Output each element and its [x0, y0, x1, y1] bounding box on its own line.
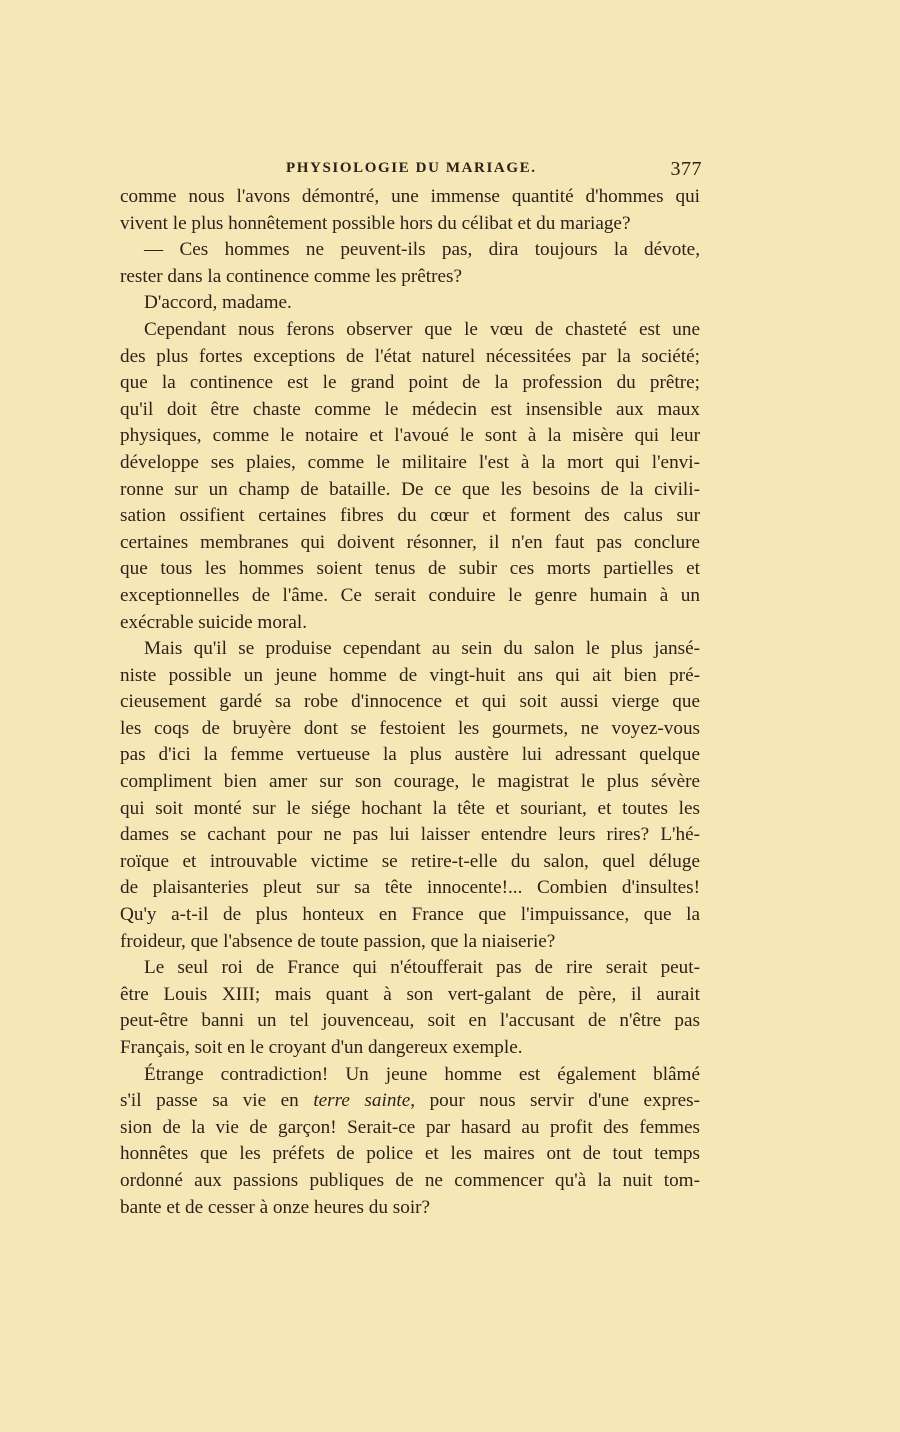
text-line: être Louis XIII; mais quant à son vert-galant de père, il aurait — [120, 983, 700, 1005]
text-line: exceptionnelles de l'âme. Ce serait conduire le genre humain à un — [120, 584, 700, 606]
text-line: — Ces hommes ne peuvent-ils pas, dira toujours la dévote, — [144, 239, 700, 261]
text-line: peut-être banni un tel jouvenceau, soit en l'accusant de n'être pas — [120, 1010, 700, 1032]
paragraph — [120, 290, 700, 317]
italic-text: terre sainte — [313, 1090, 411, 1112]
text-line: dames se cachant pour ne pas lui laisser entendre leurs rires? L'hé- — [120, 824, 700, 846]
text-line: des plus fortes exceptions de l'état naturel nécessitées par la société; — [120, 345, 700, 367]
text-line: que la continence est le grand point de la profession du prêtre; — [120, 372, 700, 394]
page-body-text — [120, 184, 700, 1221]
text-line: comme nous l'avons démontré, une immense quantité d'hommes qui — [120, 186, 700, 207]
page-number: 377 — [670, 158, 702, 180]
text-line: qui soit monté sur le siége hochant la tête et souriant, et toutes les — [120, 797, 700, 819]
text-line: froideur, que l'absence de toute passion, que la niaiserie? — [120, 930, 556, 952]
text-line: certaines membranes qui doivent résonner, il n'en faut pas conclure — [120, 531, 700, 553]
text-line: D'accord, madame. — [144, 292, 292, 314]
running-head-title: PHYSIOLOGIE DU MARIAGE. — [286, 160, 537, 176]
text-segment: s'il passe sa vie en — [120, 1090, 314, 1112]
text-line: niste possible un jeune homme de vingt-huit ans qui ait bien pré- — [120, 664, 700, 686]
text-line: sion de la vie de garçon! Serait-ce par hasard au profit des femmes — [120, 1116, 700, 1138]
text-line: ronne sur un champ de bataille. De ce que les besoins de la civili- — [120, 478, 700, 500]
text-line: Français, soit en le croyant d'un dangereux exemple. — [120, 1037, 523, 1058]
text-line: Mais qu'il se produise cependant au sein du salon le plus jansé- — [144, 638, 700, 660]
text-line: que tous les hommes soient tenus de subir ces morts partielles et — [120, 558, 700, 580]
text-line: pas d'ici la femme vertueuse la plus austère lui adressant quelque — [120, 744, 700, 766]
text-line: les coqs de bruyère dont se festoient les gourmets, ne voyez-vous — [120, 717, 700, 739]
text-line: développe ses plaies, comme le militaire l'est à la mort qui l'envi- — [120, 451, 700, 473]
text-line: ordonné aux passions publiques de ne commencer qu'à la nuit tom- — [120, 1169, 700, 1191]
paragraph — [120, 955, 700, 1061]
text-line: sation ossifient certaines fibres du cœur et forment des calus sur — [120, 505, 700, 527]
text-line: exécrable suicide moral. — [120, 611, 307, 633]
paragraph — [120, 237, 700, 290]
text-line — [120, 1088, 700, 1115]
text-line: vivent le plus honnêtement possible hors du célibat et du mariage? — [120, 212, 631, 234]
text-line: qu'il doit être chaste comme le médecin est insensible aux maux — [120, 398, 700, 420]
text-line: bante et de cesser à onze heures du soir? — [120, 1196, 431, 1218]
paragraph — [120, 184, 700, 237]
paragraph — [120, 1062, 700, 1222]
text-line: Cependant nous ferons observer que le vœu de chasteté est une — [144, 318, 700, 340]
text-line: honnêtes que les préfets de police et les maires ont de tout temps — [120, 1143, 700, 1165]
text-line: de plaisanteries pleut sur sa tête innocente!... Combien d'insultes! — [120, 877, 700, 899]
text-line: Qu'y a-t-il de plus honteux en France que l'impuissance, que la — [120, 904, 700, 926]
text-line: rester dans la continence comme les prêtres? — [120, 265, 463, 287]
text-line: roïque et introuvable victime se retire-t-elle du salon, quel déluge — [120, 850, 700, 872]
text-line: Étrange contradiction! Un jeune homme est également blâmé — [144, 1063, 700, 1085]
paragraph — [120, 317, 700, 636]
running-head — [120, 158, 702, 184]
paragraph — [120, 636, 700, 955]
text-line: physiques, comme le notaire et l'avoué le sont à la misère qui leur — [120, 425, 700, 447]
text-line: compliment bien amer sur son courage, le magistrat le plus sévère — [120, 771, 700, 793]
text-line: Le seul roi de France qui n'étoufferait pas de rire serait peut- — [144, 957, 700, 979]
text-segment: , pour nous servir d'une expres- — [410, 1090, 701, 1112]
text-line: cieusement gardé sa robe d'innocence et qui soit aussi vierge que — [120, 691, 700, 713]
